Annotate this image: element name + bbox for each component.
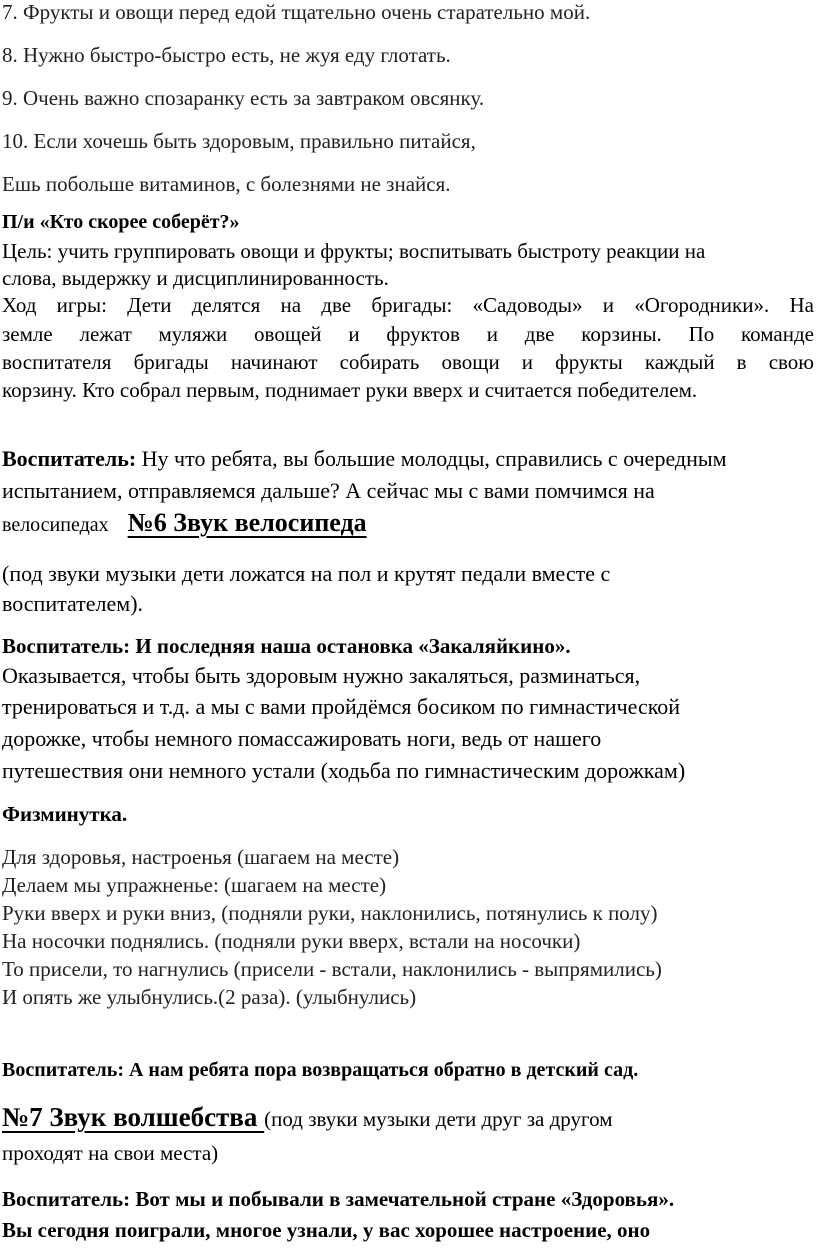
word: фрукты xyxy=(555,350,623,374)
game-goal-line: слова, выдержку и дисциплинированность. xyxy=(2,266,389,290)
word: команде xyxy=(741,322,814,346)
game-process-line xyxy=(2,293,814,318)
word: и xyxy=(602,293,614,317)
word: По xyxy=(688,322,715,346)
poem-line-7: 7. Фрукты и овощи перед едой тщательно очень старательно мой. xyxy=(2,0,591,24)
game-process-line xyxy=(2,350,814,375)
word: каждый xyxy=(644,350,715,374)
speech2-line: дорожке, чтобы немного помассажировать ноги, ведь от нашего xyxy=(2,726,602,751)
poem-line-8: 8. Нужно быстро-быстро есть, не жуя еду глотать. xyxy=(2,43,451,67)
word: игры: xyxy=(56,293,107,317)
speech1-text: велосипедах xyxy=(2,514,114,536)
sound-heading-6: №6 Звук велосипеда xyxy=(127,508,367,537)
word: «Садоводы» xyxy=(472,293,583,317)
fizminutka-line: Делаем мы упражненье: (шагаем на месте) xyxy=(2,873,387,897)
word: лежат xyxy=(79,322,132,346)
speech1-line: испытанием, отправляемся дальше? А сейчас мы с вами помчимся на xyxy=(2,478,655,503)
note-line: воспитателем). xyxy=(2,591,144,616)
word: начинают xyxy=(230,350,318,374)
sound-heading-7: №7 Звук волшебства xyxy=(2,1102,265,1132)
word: «Огородники». xyxy=(634,293,770,317)
speech1-text: Ну что ребята, вы большие молодцы, справились с очередным xyxy=(136,446,727,471)
poem-line-11: Ешь побольше витаминов, с болезнями не знайся. xyxy=(2,172,451,196)
word: овощи xyxy=(441,350,500,374)
note-line: (под звуки музыки дети ложатся на пол и крутят педали вместе с xyxy=(2,561,611,586)
sound7-line: проходят на свои места) xyxy=(2,1141,219,1165)
word: в xyxy=(736,350,747,374)
game-process-line: корзину. Кто собрал первым, поднимает руки вверх и считается победителем. xyxy=(2,378,698,402)
word: и xyxy=(348,322,360,346)
speech1-line xyxy=(2,446,727,472)
word: корзины. xyxy=(581,322,662,346)
fizminutka-line: На носочки поднялись. (подняли руки вверх, встали на носочки) xyxy=(2,929,581,953)
speech2-line: Оказывается, чтобы быть здоровым нужно закаляться, разминаться, xyxy=(2,663,641,688)
speech2-line: путешествия они немного устали (ходьба по гимнастическим дорожкам) xyxy=(2,758,686,783)
word: собирать xyxy=(339,350,420,374)
speech4-line: Воспитатель: Вот мы и побывали в замечательной стране «Здоровья». xyxy=(2,1187,675,1211)
sound7-text: (под звуки музыки дети друг за другом xyxy=(264,1107,613,1131)
word: Ход xyxy=(2,293,37,317)
word: бригады: xyxy=(371,293,453,317)
word: земле xyxy=(2,322,53,346)
word: воспитателя xyxy=(2,350,112,374)
poem-line-9: 9. Очень важно спозаранку есть за завтраком овсянку. xyxy=(2,86,485,110)
word: фруктов xyxy=(386,322,460,346)
fizminutka-line: И опять же улыбнулись.(2 раза). (улыбнулись) xyxy=(2,985,417,1009)
fizminutka-line: Для здоровья, настроенья (шагаем на месте) xyxy=(2,845,400,869)
word: муляжи xyxy=(158,322,228,346)
speech1-line xyxy=(2,508,367,538)
word: На xyxy=(789,293,814,317)
fizminutka-line: Руки вверх и руки вниз, (подняли руки, наклонились, потянулись к полу) xyxy=(2,901,658,925)
speech2-heading: Воспитатель: И последняя наша остановка «Закаляйкино». xyxy=(2,634,571,658)
word: две xyxy=(321,293,352,317)
word: делятся xyxy=(191,293,261,317)
speech2-line: тренироваться и т.д. а мы с вами пройдёмся босиком по гимнастической xyxy=(2,694,681,719)
game-process-line xyxy=(2,322,814,347)
word: и xyxy=(486,322,498,346)
word: на xyxy=(280,293,302,317)
word: Дети xyxy=(127,293,172,317)
word: овощей xyxy=(254,322,322,346)
fizminutka-line: То присели, то нагнулись (присели - встали, наклонились - выпрямились) xyxy=(2,957,662,981)
game-goal-line: Цель: учить группировать овощи и фрукты; воспитывать быстроту реакции на xyxy=(2,239,706,263)
fizminutka-title: Физминутка. xyxy=(2,802,128,826)
word: две xyxy=(524,322,555,346)
speech4-line: Вы сегодня поиграли, многое узнали, у вас хорошее настроение, оно xyxy=(2,1218,651,1242)
game-title: П/и «Кто скорее соберёт?» xyxy=(2,211,240,233)
word: бригады xyxy=(133,350,209,374)
word: и xyxy=(521,350,534,374)
poem-line-10: 10. Если хочешь быть здоровым, правильно питайся, xyxy=(2,129,476,153)
speaker-label: Воспитатель: xyxy=(2,446,137,471)
sound7-line xyxy=(2,1102,612,1133)
word: свою xyxy=(768,350,814,374)
speech3-line: Воспитатель: А нам ребята пора возвращаться обратно в детский сад. xyxy=(2,1059,639,1081)
